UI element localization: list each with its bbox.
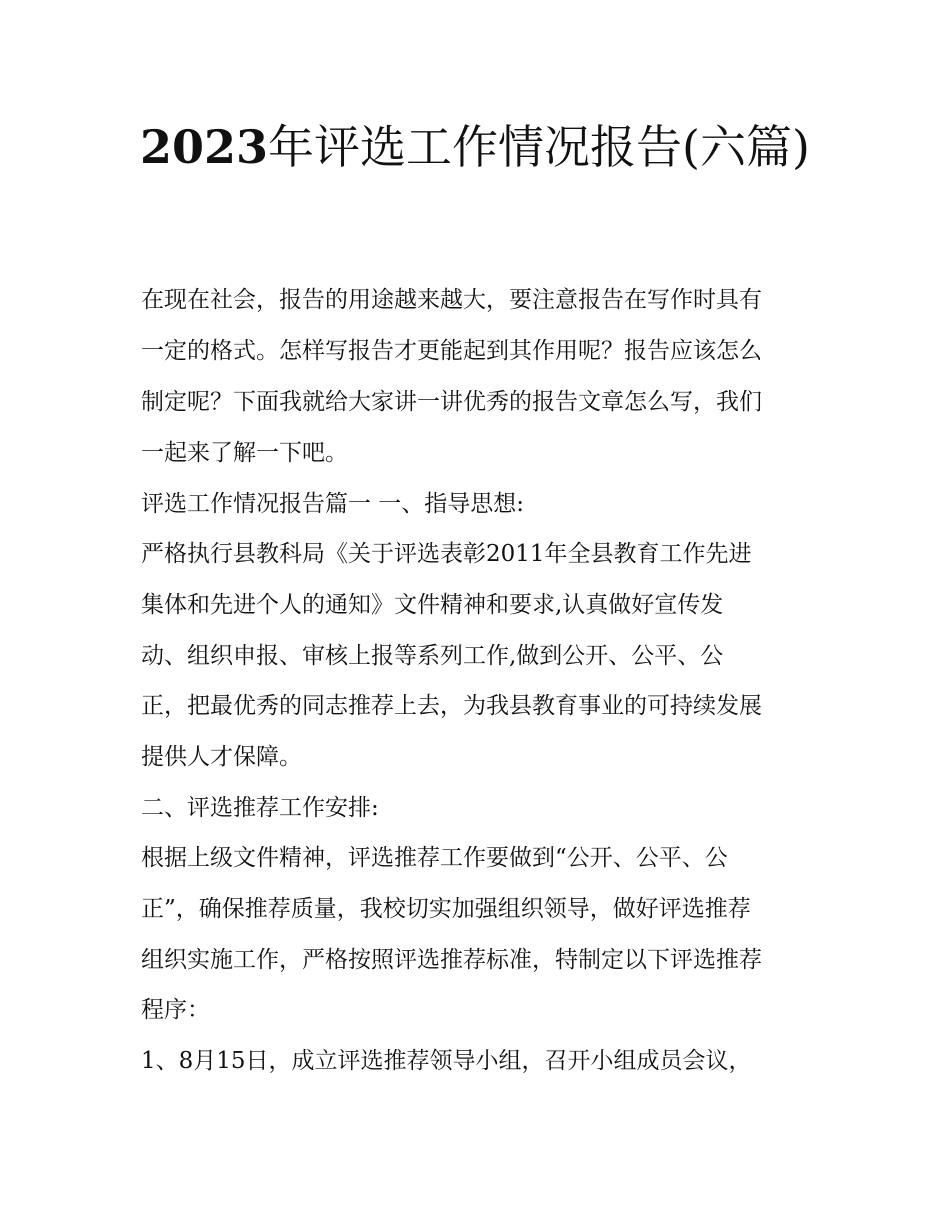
section-heading: 评选工作情况报告篇一 一、指导思想: <box>141 491 525 517</box>
body-line: 正，把最优秀的同志推荐上去，为我县教育事业的可持续发展 <box>141 693 762 719</box>
body-line: 在现在社会，报告的用途越来越大，要注意报告在写作时具有 <box>141 287 762 313</box>
body-line: 一起来了解一下吧。 <box>141 440 348 466</box>
body-line: 1、8月15日，成立评选推荐领导小组，召开小组成员会议， <box>141 1048 752 1074</box>
body-line: 提供人才保障。 <box>141 744 302 770</box>
body-line: 集体和先进个人的通知》文件精神和要求,认真做好宣传发 <box>141 592 724 618</box>
body-line: 组织实施工作，严格按照评选推荐标准，特制定以下评选推荐 <box>141 947 762 973</box>
document-title <box>140 110 820 184</box>
body-line: 正”，确保推荐质量，我校切实加强组织领导，做好评选推荐 <box>141 896 751 922</box>
title-text: 年评选工作情况报告(六篇) <box>268 120 810 174</box>
body-line: 严格执行县教科局《关于评选表彰2011年全县教育工作先进 <box>141 541 752 567</box>
body-line: 根据上级文件精神，评选推荐工作要做到“公开、公平、公 <box>141 845 728 871</box>
body-line: 动、组织申报、审核上报等系列工作,做到公开、公平、公 <box>141 643 724 669</box>
body-line: 制定呢？下面我就给大家讲一讲优秀的报告文章怎么写，我们 <box>141 389 762 415</box>
body-line: 程序： <box>141 997 210 1023</box>
body-line: 一定的格式。怎样写报告才更能起到其作用呢？报告应该怎么 <box>141 338 762 364</box>
section-heading: 二、评选推荐工作安排: <box>141 795 379 821</box>
title-year: 2023 <box>140 120 269 174</box>
